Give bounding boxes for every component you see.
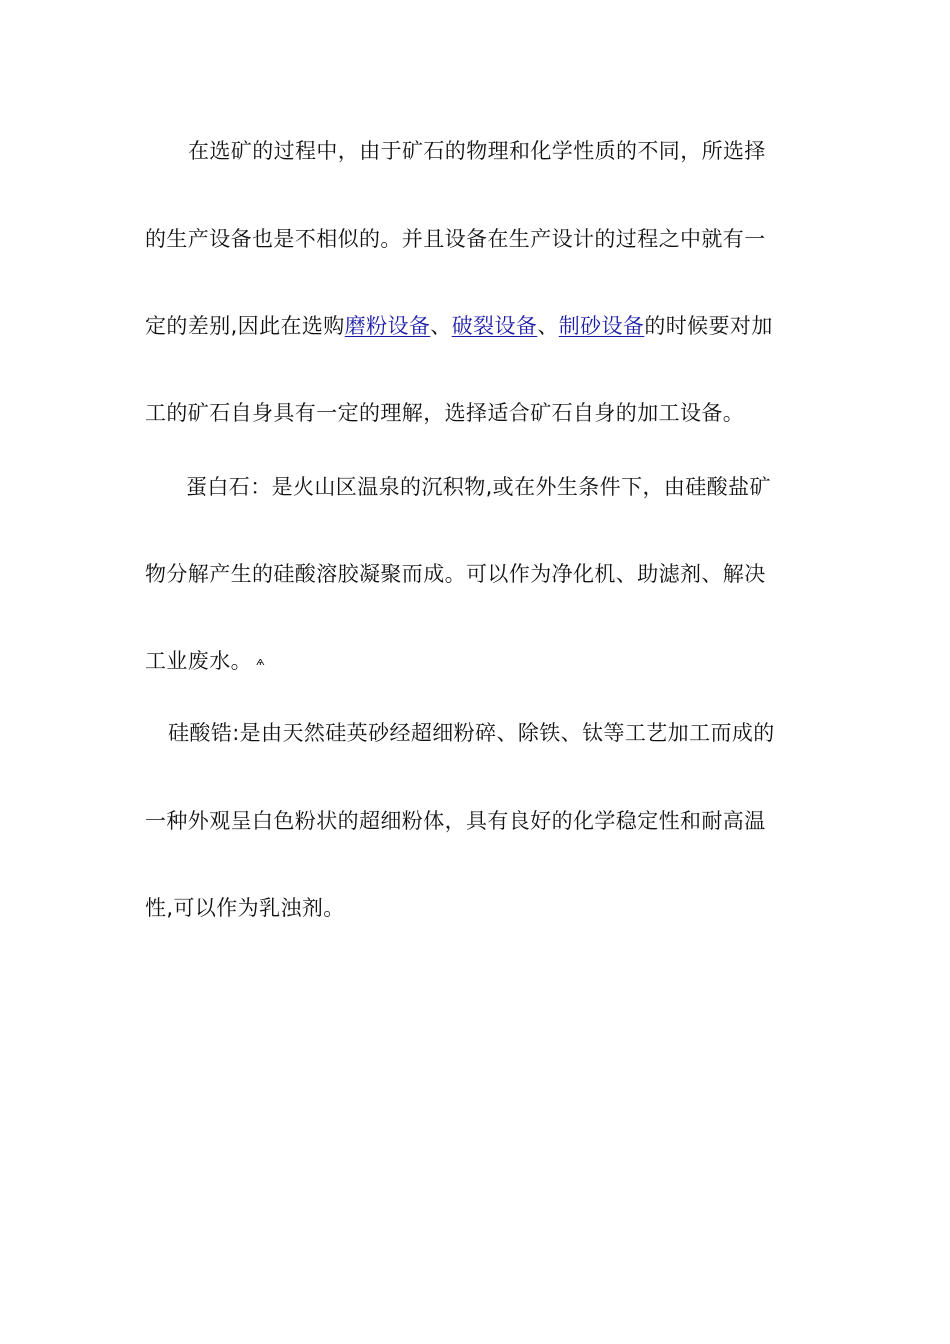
p1-line-3 xyxy=(145,312,805,340)
link-polie-shebei[interactable]: 破裂设备 xyxy=(451,314,538,338)
link-zhisha-shebei[interactable]: 制砂设备 xyxy=(558,314,645,338)
p1-line-2: 的生产设备也是不相似的。并且设备在生产设计的过程之中就有一 xyxy=(145,227,766,251)
separator: 、 xyxy=(430,314,452,338)
paragraph-mark: ѧ xyxy=(256,655,266,668)
p1-line-3-text-a: 定的差别,因此在选购 xyxy=(145,314,345,338)
p3-line-1: 硅酸锆:是由天然硅英砂经超细粉碎、除铁、钛等工艺加工而成的 xyxy=(168,721,775,745)
p2-line-3-text: 工业废水。 xyxy=(145,649,252,673)
p2-line-2: 物分解产生的硅酸溶胶凝聚而成。可以作为净化机、助滤剂、解决 xyxy=(145,562,766,586)
separator: 、 xyxy=(537,314,559,338)
p1-line-4: 工的矿石自身具有一定的理解，选择适合矿石自身的加工设备。 xyxy=(145,401,745,425)
p2-line-1: 蛋白石：是火山区温泉的沉积物,或在外生条件下，由硅酸盐矿 xyxy=(186,475,771,499)
p2-line-3 xyxy=(145,647,805,676)
p1-line-1: 在选矿的过程中，由于矿石的物理和化学性质的不同，所选择 xyxy=(188,139,766,163)
p3-line-3: 性,可以作为乳浊剂。 xyxy=(145,896,345,920)
p3-line-2: 一种外观呈白色粉状的超细粉体，具有良好的化学稳定性和耐高温 xyxy=(145,809,766,833)
link-mofen-shebei[interactable]: 磨粉设备 xyxy=(344,314,431,338)
p1-line-3-text-b: 的时候要对加 xyxy=(644,314,773,338)
